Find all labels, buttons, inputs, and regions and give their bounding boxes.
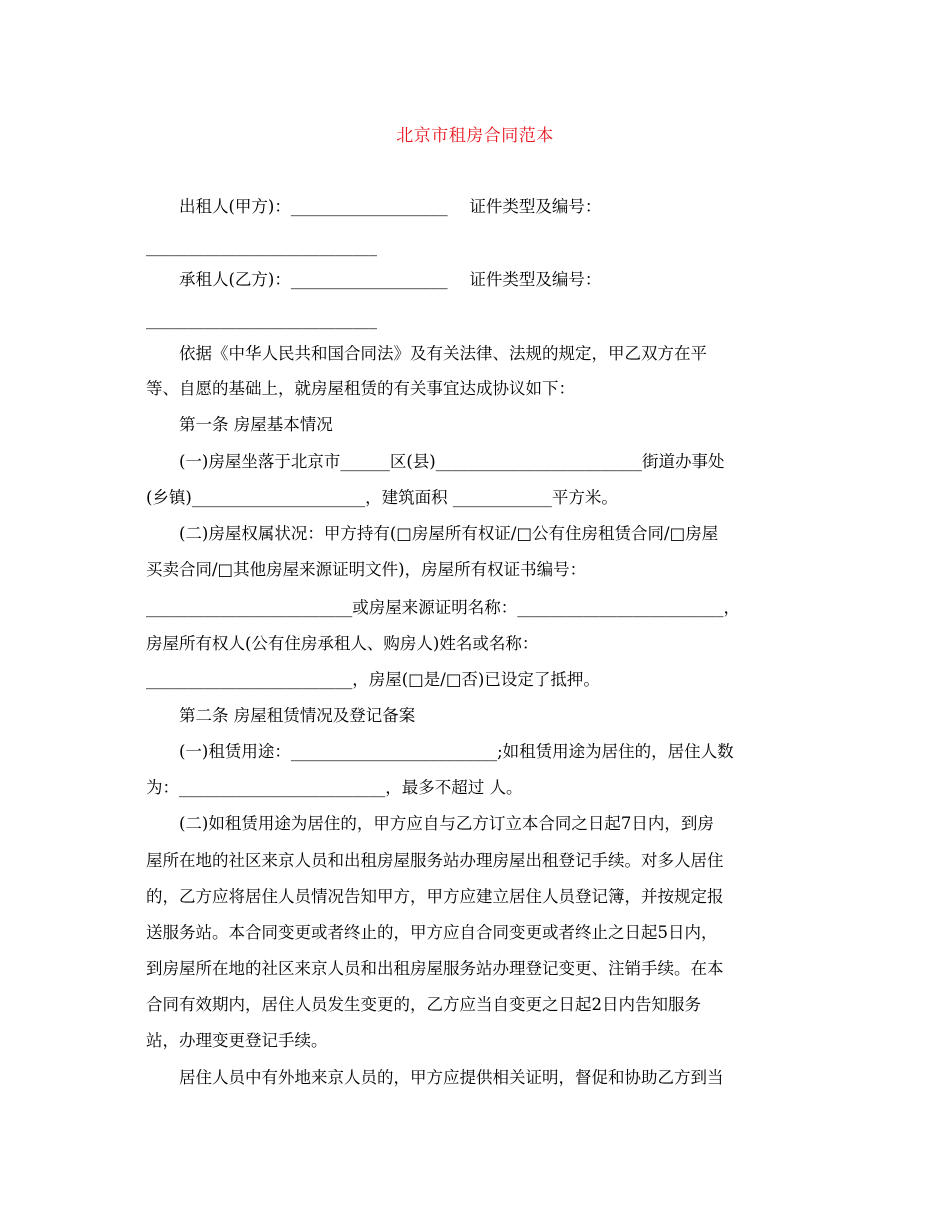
text-line: 出租人(甲方)：___________________ 证件类型及编号： xyxy=(146,197,602,216)
text-line: 承租人(乙方)：___________________ 证件类型及编号： xyxy=(146,270,602,289)
text-line: _________________________或房屋来源证明名称：_________________________， xyxy=(146,598,740,617)
text-line: 站，办理变更登记手续。 xyxy=(146,1031,328,1050)
text-line: 到房屋所在地的社区来京人员和出租房屋服务站办理登记变更、注销手续。在本 xyxy=(146,959,724,978)
text-line: 等、自愿的基础上，就房屋租赁的有关事宜达成协议如下： xyxy=(146,379,575,398)
text-line: (二)如租赁用途为居住的，甲方应自与乙方订立本合同之日起7日内，到房 xyxy=(146,814,714,833)
text-line: ____________________________ xyxy=(146,310,377,329)
text-line: 居住人员中有外地来京人员的，甲方应提供相关证明，督促和协助乙方到当 xyxy=(146,1068,724,1087)
text-line: 的，乙方应将居住人员情况告知甲方，甲方应建立居住人员登记簿，并按规定报 xyxy=(146,887,724,906)
text-line: 第一条 房屋基本情况 xyxy=(146,415,333,434)
text-line: _________________________，房屋(□是/□否)已设定了抵押。 xyxy=(146,670,600,689)
text-line: ____________________________ xyxy=(146,237,377,256)
text-line: (一)房屋坐落于北京市______区(县)_________________________街道办事处 xyxy=(146,452,725,471)
text-line: (一)租赁用途：_________________________;如租赁用途为居住的，居住人数 xyxy=(146,742,734,761)
text-line: 依据《中华人民共和国合同法》及有关法律、法规的规定，甲乙双方在平 xyxy=(146,344,707,363)
text-line: 屋所在地的社区来京人员和出租房屋服务站办理房屋出租登记手续。对多人居住 xyxy=(146,851,724,870)
text-line: 房屋所有权人(公有住房承租人、购房人)姓名或名称： xyxy=(146,634,539,653)
text-line: 合同有效期内，居住人员发生变更的，乙方应当自变更之日起2日内告知服务 xyxy=(146,995,701,1014)
text-line: 买卖合同/□其他房屋来源证明文件)，房屋所有权证书编号： xyxy=(146,560,587,579)
text-line: (乡镇)_____________________，建筑面积 ____________平方米。 xyxy=(146,488,618,507)
document-title: 北京市租房合同范本 xyxy=(396,126,554,146)
text-line: 为：_________________________，最多不超过 人。 xyxy=(146,778,523,797)
text-line: 第二条 房屋租赁情况及登记备案 xyxy=(146,706,416,725)
text-line: (二)房屋权属状况：甲方持有(□房屋所有权证/□公有住房租赁合同/□房屋 xyxy=(146,524,719,543)
text-line: 送服务站。本合同变更或者终止的，甲方应自合同变更或者终止之日起5日内， xyxy=(146,923,718,942)
